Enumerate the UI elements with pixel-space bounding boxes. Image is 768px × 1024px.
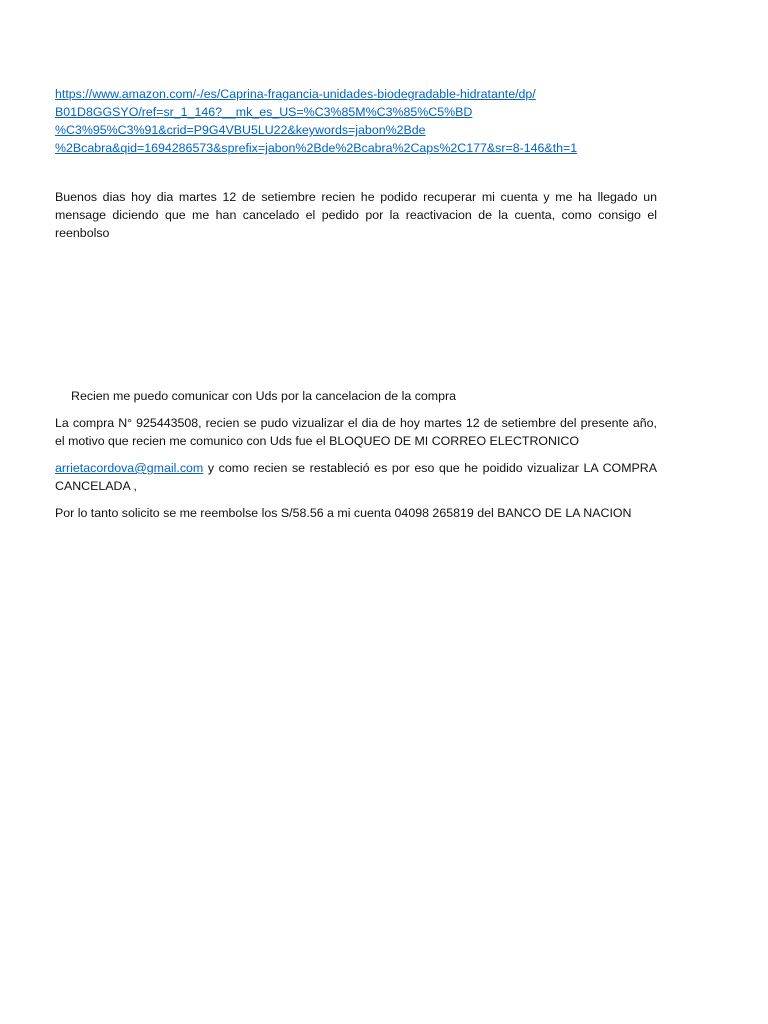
link-line-4[interactable]: %2Bcabra&qid=1694286573&sprefix=jabon%2Bde%2Bcabra%2Caps%2C177&sr=8-146&th=1 xyxy=(55,141,578,155)
email-link[interactable]: arrietacordova@gmail.com xyxy=(55,461,204,475)
amazon-product-link[interactable] xyxy=(55,85,657,157)
link-line-3[interactable]: %C3%95%C3%91&crid=P9G4VBU5LU22&keywords=jabon%2Bde xyxy=(55,123,426,137)
refund-paragraph: Por lo tanto solicito se me reembolse los S/58.56 a mi cuenta 04098 265819 del BANCO DE LA NACION xyxy=(55,506,632,520)
email-paragraph xyxy=(55,459,657,495)
recien-paragraph: Recien me puedo comunicar con Uds por la cancelacion de la compra xyxy=(71,389,457,403)
link-line-2[interactable]: B01D8GGSYO/ref=sr_1_146?__mk_es_US=%C3%85M%C3%85%C5%BD xyxy=(55,105,473,119)
amazon-link[interactable] xyxy=(55,85,657,157)
intro-paragraph: Buenos dias hoy dia martes 12 de setiembre recien he podido recuperar mi cuenta y me ha llegado un mensage diciendo que me han cancelado el pedido por la reactivacion de la cuenta, como consigo el reenbolso xyxy=(55,190,657,240)
link-line-1[interactable]: https://www.amazon.com/-/es/Caprina-fragancia-unidades-biodegradable-hidratante/dp/ xyxy=(55,87,536,101)
email-paragraph-text: y como recien se restableció es por eso que he poidido vizualizar LA COMPRA CANCELADA , xyxy=(55,461,657,493)
document-body xyxy=(55,85,657,522)
compra-paragraph: La compra N° 925443508, recien se pudo vizualizar el dia de hoy martes 12 de setiembre del presente año, el motivo que recien me comunico con Uds fue el BLOQUEO DE MI CORREO ELECTRONICO xyxy=(55,416,657,448)
